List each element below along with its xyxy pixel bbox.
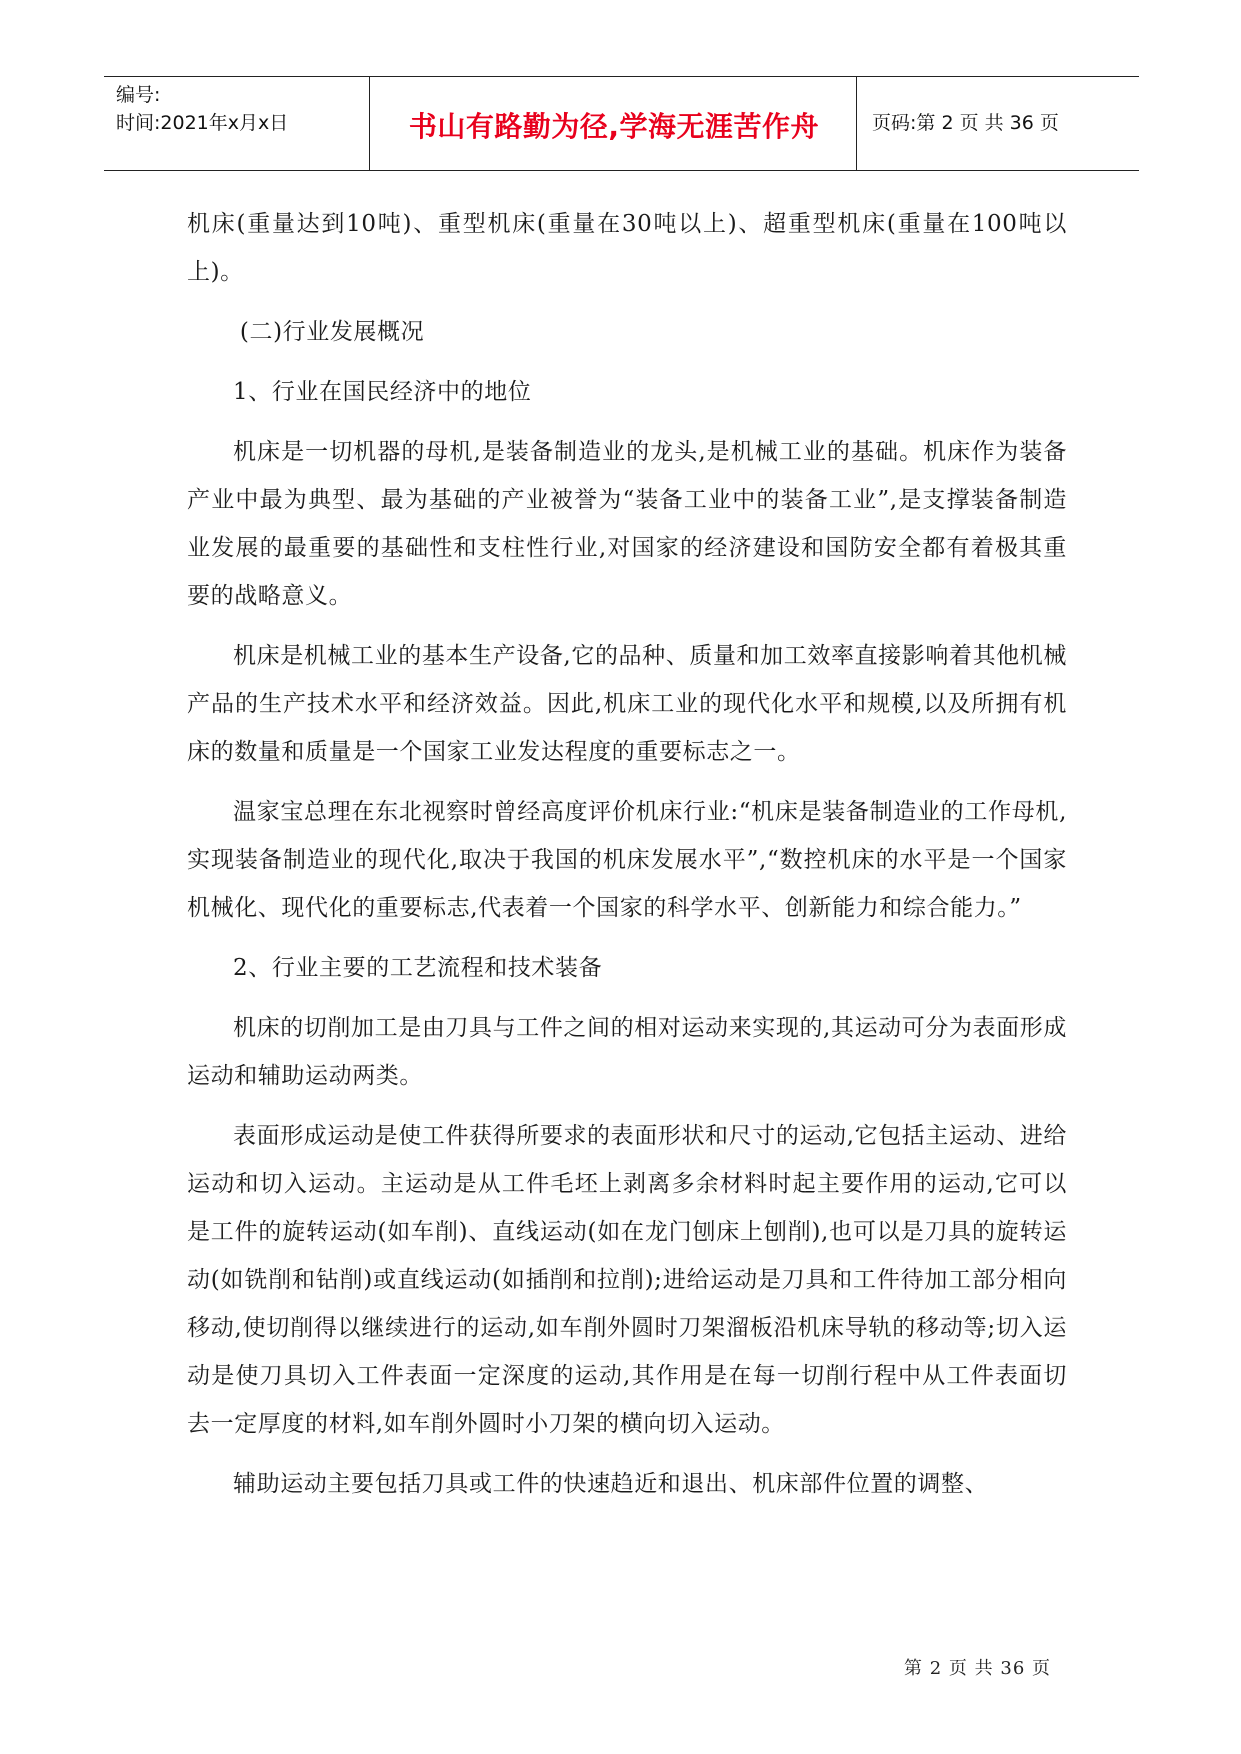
header-motto: 书山有路勤为径,学海无涯苦作舟	[408, 110, 820, 143]
paragraph: 温家宝总理在东北视察时曾经高度评价机床行业:“机床是装备制造业的工作母机,实现装备制造业的现代化,取决于我国的机床发展水平”,“数控机床的水平是一个国家机械化、现代化的重要标志,代表着一个国家的科学水平、创新能力和综合能力。”	[187, 799, 1067, 921]
header-page-label: 页码:第 2 页 共 36 页	[872, 112, 1059, 134]
paragraph: 机床是一切机器的母机,是装备制造业的龙头,是机械工业的基础。机床作为装备产业中最为典型、最为基础的产业被誉为“装备工业中的装备工业”,是支撑装备制造业发展的最重要的基础性和支柱性行业,对国家的经济建设和国防安全都有着极其重要的战略意义。	[187, 439, 1067, 609]
header-divider	[856, 77, 857, 170]
header-divider	[369, 77, 370, 170]
paragraph-continued: 机床(重量达到10吨)、重型机床(重量在30吨以上)、超重型机床(重量在100吨以上)。	[187, 211, 1067, 285]
page-footer: 第 2 页 共 36 页	[904, 1658, 1051, 1679]
document-number-label: 编号:	[116, 84, 161, 106]
header-meta	[116, 81, 288, 137]
paragraph: 辅助运动主要包括刀具或工件的快速趋近和退出、机床部件位置的调整、	[233, 1471, 989, 1497]
paragraph: 机床是机械工业的基本生产设备,它的品种、质量和加工效率直接影响着其他机械产品的生产技术水平和经济效益。因此,机床工业的现代化水平和规模,以及所拥有机床的数量和质量是一个国家工业发达程度的重要标志之一。	[187, 643, 1067, 765]
paragraph: 机床的切削加工是由刀具与工件之间的相对运动来实现的,其运动可分为表面形成运动和辅助运动两类。	[187, 1015, 1067, 1089]
subsection-heading: 2、行业主要的工艺流程和技术装备	[233, 955, 603, 981]
document-time-label: 时间:2021年x月x日	[116, 112, 289, 134]
document-body	[187, 200, 1067, 1520]
page-header	[104, 76, 1139, 171]
subsection-heading: 1、行业在国民经济中的地位	[233, 379, 532, 405]
paragraph: 表面形成运动是使工件获得所要求的表面形状和尺寸的运动,它包括主运动、进给运动和切入运动。主运动是从工件毛坯上剥离多余材料时起主要作用的运动,它可以是工件的旋转运动(如车削)、直线运动(如在龙门刨床上刨削),也可以是刀具的旋转运动(如铣削和钻削)或直线运动(如插削和拉削);进给运动是刀具和工件待加工部分相向移动,使切削得以继续进行的运动,如车削外圆时刀架溜板沿机床导轨的移动等;切入运动是使刀具切入工件表面一定深度的运动,其作用是在每一切削行程中从工件表面切去一定厚度的材料,如车削外圆时小刀架的横向切入运动。	[187, 1123, 1067, 1437]
section-heading: (二)行业发展概况	[239, 319, 425, 345]
